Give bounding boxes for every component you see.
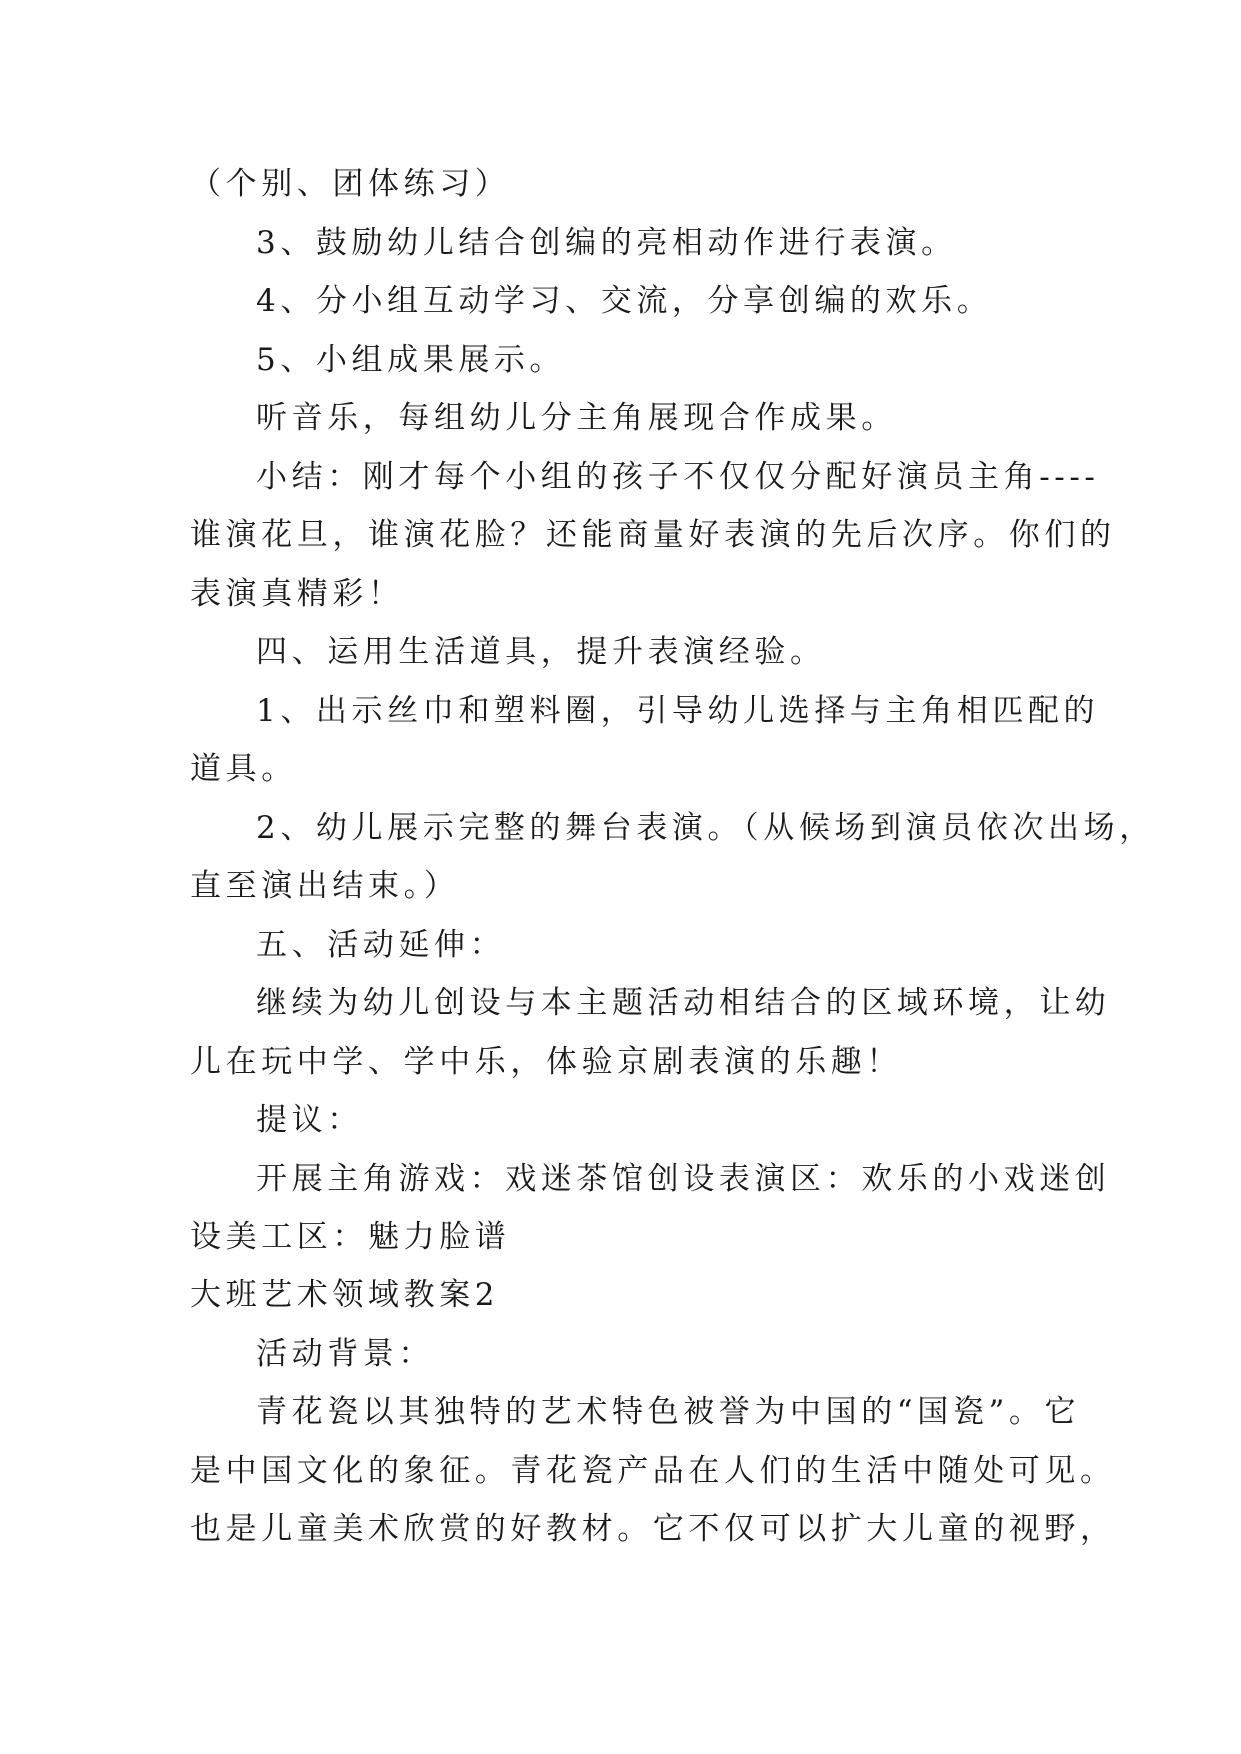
text-line: 谁演花旦，谁演花脸？还能商量好表演的先后次序。你们的 xyxy=(190,517,1116,553)
text-line: 直至演出结束。） xyxy=(190,868,460,904)
section-heading: 四、运用生活道具，提升表演经验。 xyxy=(256,634,826,670)
text-line: 是中国文化的象征。青花瓷产品在人们的生活中随处可见。 xyxy=(190,1453,1116,1489)
text-line: 提议： xyxy=(256,1102,363,1138)
text-line: 小结：刚才每个小组的孩子不仅仅分配好演员主角---- xyxy=(256,459,1100,495)
text-line: （个别、团体练习） xyxy=(190,166,511,202)
text-line: 青花瓷以其独特的艺术特色被誉为中国的“国瓷”。它 xyxy=(256,1394,1081,1430)
text-line: 1、出示丝巾和塑料圈，引导幼儿选择与主角相匹配的 xyxy=(256,693,1100,729)
text-line: 儿在玩中学、学中乐，体验京剧表演的乐趣！ xyxy=(190,1044,902,1080)
text-line: 听音乐，每组幼儿分主角展现合作成果。 xyxy=(256,400,897,436)
text-line: 2、幼儿展示完整的舞台表演。（从候场到演员依次出场， xyxy=(256,810,1155,846)
text-line: 开展主角游戏：戏迷茶馆创设表演区：欢乐的小戏迷创 xyxy=(256,1161,1111,1197)
text-line: 表演真精彩！ xyxy=(190,576,404,612)
text-line: 3、鼓励幼儿结合创编的亮相动作进行表演。 xyxy=(256,225,957,261)
text-line: 5、小组成果展示。 xyxy=(256,342,566,378)
section-heading: 活动背景： xyxy=(256,1336,434,1372)
text-line: 设美工区：魅力脸谱 xyxy=(190,1219,511,1255)
document-title: 大班艺术领域教案2 xyxy=(190,1277,500,1313)
text-line: 4、分小组互动学习、交流，分享创编的欢乐。 xyxy=(256,283,993,319)
section-heading: 五、活动延伸： xyxy=(256,927,506,963)
text-line: 道具。 xyxy=(190,751,297,787)
text-line: 也是儿童美术欣赏的好教材。它不仅可以扩大儿童的视野， xyxy=(190,1511,1116,1547)
text-line: 继续为幼儿创设与本主题活动相结合的区域环境，让幼 xyxy=(256,985,1111,1021)
